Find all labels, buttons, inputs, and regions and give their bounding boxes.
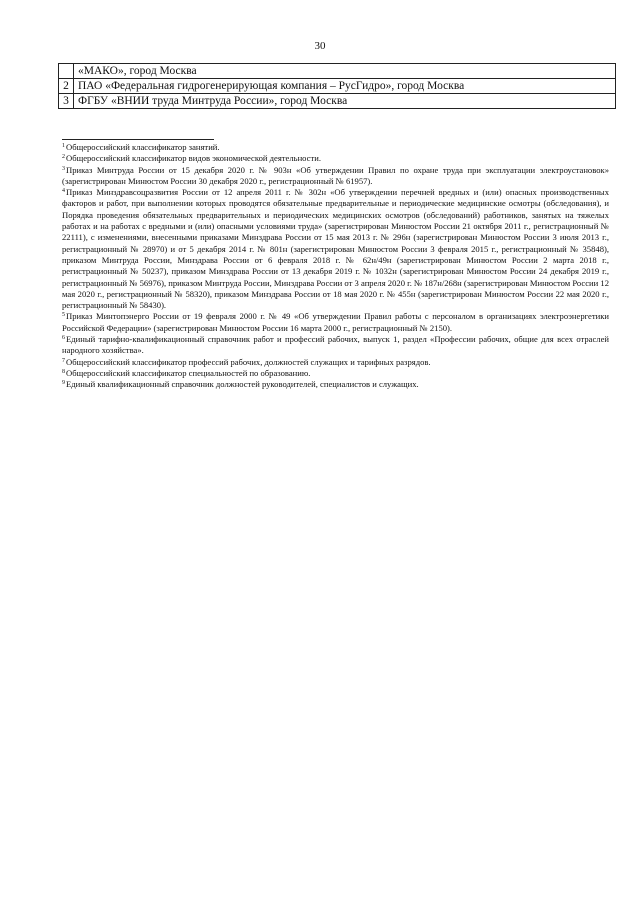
footnote xyxy=(62,187,609,311)
footnote xyxy=(62,165,609,188)
footnote xyxy=(62,334,609,357)
footnote-text: Единый тарифно-квалификационный справочник работ и профессий рабочих, выпуск 1, раздел «Профессии рабочих, общие для всех отраслей народного хозяйства». xyxy=(62,334,609,356)
footnotes-section xyxy=(62,142,609,391)
footnote-mark: 9 xyxy=(62,380,65,387)
footnote xyxy=(62,379,609,390)
page-number: 30 xyxy=(314,40,326,52)
footnote-separator xyxy=(62,139,214,140)
footnote-text: Общероссийский классификатор видов экономической деятельности. xyxy=(66,153,321,164)
footnote-mark: 8 xyxy=(62,368,65,375)
footnote-mark: 5 xyxy=(62,312,65,319)
footnote-text: Приказ Минтруда России от 15 декабря 2020 г. № 903н «Об утверждении Правил по охране труда при эксплуатации электроустановок» (зарегистрирован Минюстом России 30 декабря 2020 г., регистрационный № 61957). xyxy=(62,164,609,186)
footnote xyxy=(62,142,609,153)
organization-name: ПАО «Федеральная гидрогенерирующая компания – РусГидро», город Москва xyxy=(74,79,616,94)
footnote-mark: 6 xyxy=(62,335,65,342)
footnote-mark: 2 xyxy=(62,154,65,161)
table-row xyxy=(59,79,616,94)
footnote xyxy=(62,357,609,368)
footnote xyxy=(62,311,609,334)
footnote-mark: 1 xyxy=(62,143,65,149)
footnote-mark: 7 xyxy=(62,357,65,364)
footnote xyxy=(62,368,609,379)
organization-name: «МАКО», город Москва xyxy=(74,64,616,79)
footnote-text: Единый квалификационный справочник должностей руководителей, специалистов и служащих. xyxy=(66,379,419,390)
organization-name: ФГБУ «ВНИИ труда Минтруда России», город Москва xyxy=(74,94,616,109)
table-row xyxy=(59,64,616,79)
footnote-text: Общероссийский классификатор специальностей по образованию. xyxy=(66,367,311,378)
footnote-mark: 3 xyxy=(62,165,65,172)
row-number: 2 xyxy=(59,79,74,94)
row-number xyxy=(59,64,74,79)
footnote-text: Приказ Минтопэнерго России от 19 февраля 2000 г. № 49 «Об утверждении Правил работы с персоналом в организациях электроэнергетики Российской Федерации» (зарегистрирован Минюстом России 16 марта 2000 г., регистрационный № 2150). xyxy=(62,311,609,333)
row-number: 3 xyxy=(59,94,74,109)
developer-organizations-table xyxy=(58,63,616,109)
footnote-text: Приказ Минздравсоцразвития России от 12 апреля 2011 г. № 302н «Об утверждении перечней вредных и (или) опасных производственных факторов и работ, при выполнении которых проводятся обязательные предварительные и периодические медицинские осмотры (обследования), и Порядка проведения обязательных предварительных и периодических медицинских осмотров (обследований) работников, занятых на тяжелых работах и на работах с вредными и (или) опасными условиями труда» (зарегистрирован Минюстом России 21 октября 2011 г., регистрационный № 22111), с изменениями, внесенными приказами Минздрава России от 15 мая 2013 г. № 296н (зарегистрирован Минюстом России 3 июля 2013 г., регистрационный № 28970) и от 5 декабря 2014 г. № 801н (зарегистрирован Минюстом России 3 февраля 2015 г., регистрационный № 35848), приказом Минтруда России, Минздрава России от 6 февраля 2018 г. № 62н/49н (зарегистрирован Минюстом России 2 марта 2018 г., регистрационный № 50237), приказом Минздрава России от 13 декабря 2019 г. № 1032н (зарегистрирован Минюстом России 24 декабря 2019 г., регистрационный № 56976), приказом Минтруда России, Минздрава России от 3 апреля 2020 г. № 187н/268н (зарегистрирован Минюстом России 12 мая 2020 г., регистрационный № 58320), приказом Минздрава России от 18 мая 2020 г. № 455н (зарегистрирован Минюстом России 22 мая 2020 г., регистрационный № 58430). xyxy=(62,187,609,311)
footnote-mark: 4 xyxy=(62,188,65,195)
footnote-text: Общероссийский классификатор профессий рабочих, должностей служащих и тарифных разрядов. xyxy=(66,356,431,367)
footnote-text: Общероссийский классификатор занятий. xyxy=(66,142,220,152)
table-row xyxy=(59,94,616,109)
footnote xyxy=(62,153,609,164)
